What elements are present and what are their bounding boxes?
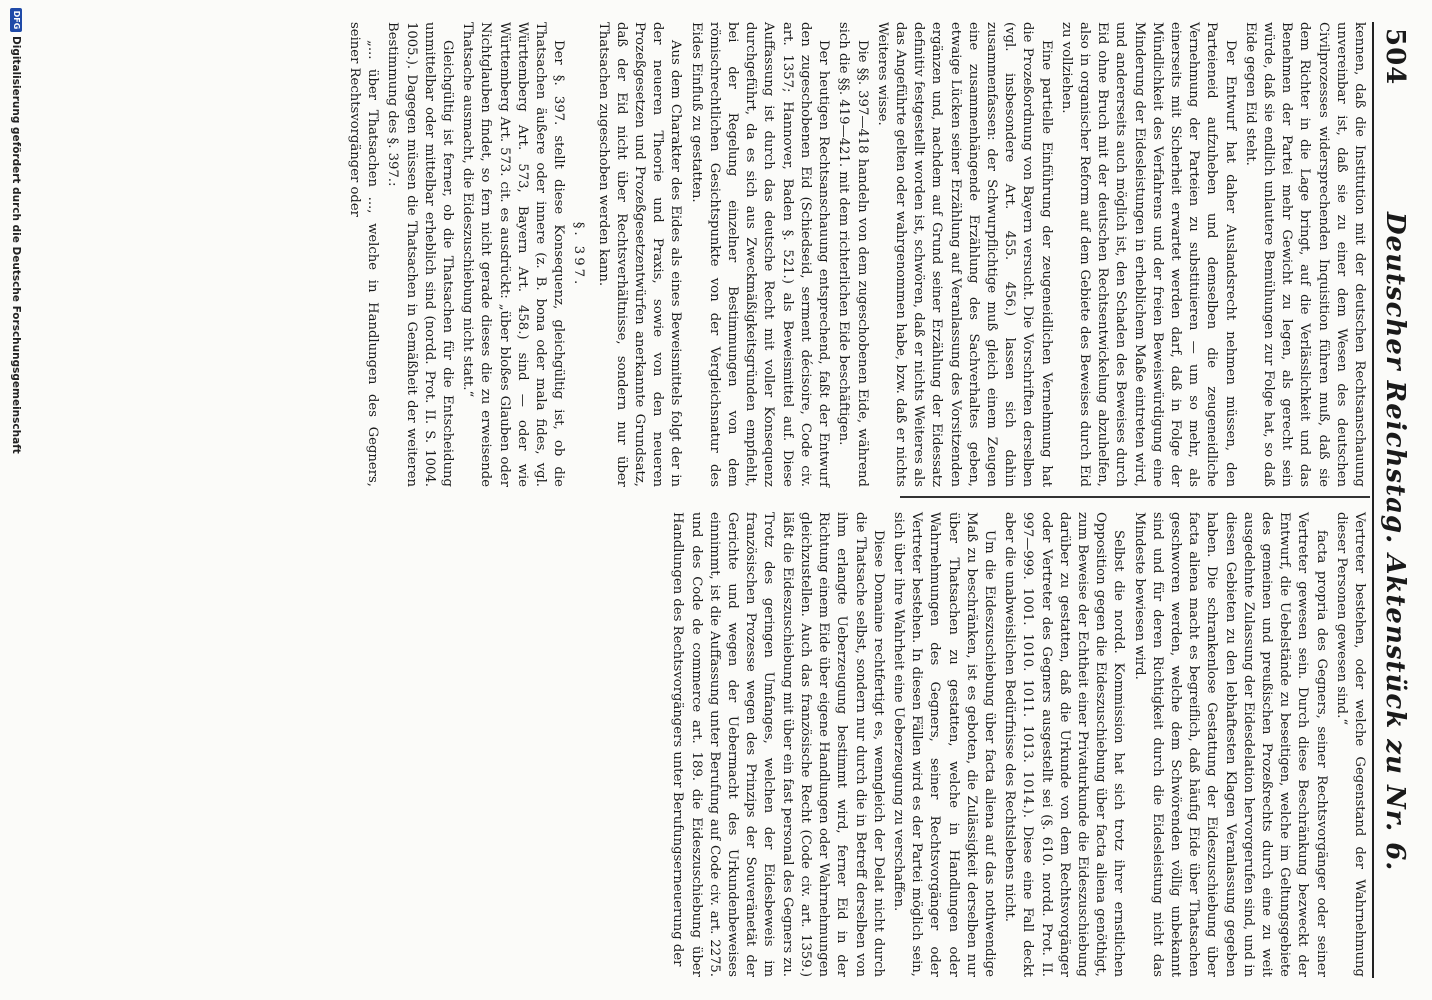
paragraph: facta propria des Gegners, seiner Rechtsvorgänger oder seiner Vertreter gewesen sein. Durch diese Beschränkung bezweckt der Entwurf, die Uebelstände zu beseitigen, welche im Geltungsgebiete des gemeinen und preußischen Prozeßrechts durch eine zu weit ausgedehnte Zulassung der Eidesdelation hervorgerufen sind, und in diesen Gebieten zu den lebhaftesten Klagen Veranlassung gegeben haben. Die schrankenlose Gestattung der Eideszuschiebung über facta aliena macht es begreiflich, daß häufig Eide über Thatsachen geschworen werden, welche dem Schwörenden völlig unbekannt sind und für deren Richtigkeit durch die Eidesleistung nicht das Mindeste bewiesen wird. (1131, 512, 1329, 977)
section-heading: §. 397. (571, 221, 587, 288)
paragraph: Die §§. 397—418 handeln von dem zugeschobenen Eide, während sich die §§. 419—421. mit dem richterlichen Eide beschäftigen. (836, 22, 870, 487)
paragraph: Aus dem Charakter des Eides als eines Beweismittels folgt der in der neueren Theorie und Praxis, sowie von den neueren Prozeßgesetzen und Prozeßgesetzentwürfen anerkannte Grundsatz, daß der Eid nicht über Rechtsverhältnisse, sondern nur über Thatsachen zugeschoben werden kann. (595, 22, 684, 487)
paragraph: Der Entwurf hat daher Auslandsrecht nehmen müssen, den Parteieneid aufzuheben und demselben die zeugeneidliche Vernehmung der Parteien zu substituieren — um so mehr, als einerseits mit Sicherheit erwartet werden darf, daß in Folge der Mündlichkeit des Verfahrens und der freien Beweiswürdigung eine Minderung der Eidesleistungen in erheblichem Maße eintreten wird, und andererseits auch möglich ist, den Schaden des Beweises durch Eid ohne Bruch mit der deutschen Rechtsentwickelung abzuhelfen, also in organischer Reform auf dem Gebiete des Beweises durch Eid zu vollziehen. (1058, 22, 1238, 487)
paragraph: Der §. 397. stellt diese Konsequenz, gleichgültig ist, ob die Thatsachen äußere oder innere (z. B. bona oder mala fides, vgl. Württemberg Art. 573, Bayern Art. 458.) sind — oder wie Württemberg Art. 573. cit. es ausdrückt: „über bloßes Glauben oder Nichtglauben findet, so fern nicht gerade dieses die zu erweisende Thatsache ausmacht, die Eideszuschiebung nicht statt.“ (460, 22, 567, 487)
paragraph: kennen, daß die Institution mit der deutschen Rechtsanschauung unvereinbar ist, daß sie zu einer dem Wesen des deutschen Civilprozesses widersprechenden Inquisition führen muß, daß sie dem Richter in die Lage bringt, auf die Verlässlichkeit und das Benehmen der Partei mehr Gewicht zu legen, als gerecht sein würde, daß sie endlich unlautere Bemühungen zur Folge hat, so daß Eide gegen Eid steht. (1242, 22, 1367, 487)
paragraph: Gleichgültig ist ferner, ob die Thatsachen für die Entscheidung unmittelbar oder mittelbar erheblich sind (nordd. Prot. II. S. 1004. 1005.). Dagegen müssen die Thatsachen in Gemäßheit der weiteren Bestimmung des §. 397.: (385, 22, 456, 487)
page-header (1372, 22, 1414, 978)
credit-text: Digitalisierung gefördert durch die Deutsche Forschungsgemeinschaft (10, 36, 22, 454)
dfg-logo-icon: DFG (10, 8, 22, 32)
running-title: Deutscher Reichstag. Aktenstück zu Nr. 6. (1380, 212, 1410, 872)
paragraph: Diese Domaine rechtfertigt es, wenngleich der Delat nicht durch die Thatsache selbst, sondern nur durch die in Betreff derselben von ihm erlangte Ueberzeugung bestimmt wird, ferner Eid in der Richtung einem Eide über eigene Handlungen oder Wahrnehmungen gleichzustellen. Auch das französische Recht (Code civ. art. 1359.) läßt die Eideszuschiebung mit über ein fast personal des Gegners zu. Trotz des geringen Umfanges, welchen der Eidesbeweis im französischen Prozesse wegen des Prinzips der Souveränetät der Gerichte und wegen der Uebermacht des Urkundenbeweises einnimmt, ist die Auffassung unter Berufung auf Code civ. art. 2275. und des Code de commerce art. 189. die Eideszuschiebung über Handlungen des Rechtsvorgängers unter Berufungserneuerung der (670, 512, 886, 977)
paragraph: Um die Eideszuschiebung über facta aliena auf das nothwendige Maß zu beschränken, ist es geboten, die Zulässigkeit derselben nur über Thatsachen zu gestatten, welche in Handlungen oder Wahrnehmungen des Gegners, seiner Rechtsvorgänger oder Vertreter bestehen. In diesen Fällen wird es der Partei möglich sein, sich über ihre Wahrheit eine Ueberzeugung zu verschaffen. (890, 512, 997, 977)
paragraph: Der heutigen Rechtsanschauung entsprechend, faßt der Entwurf den zugeschobenen Eid (Schiedseid, serment décisoire, Code civ. art. 1357; Hannover, Baden §. 521.) als Beweismittel auf. Diese Auffassung ist durch das deutsche Recht mit voller Konsequenz durchgeführt, da es sich aus Zweckmäßigkeitsgründen empfiehlt, bei der Regelung einzelner Bestimmungen von dem römischrechtlichen Gesichtspunkte von der Vergleichsnatur des Eides Einfluß zu gestatten. (688, 22, 832, 487)
paragraph: Selbst die nordd. Kommission hat sich trotz ihrer ernstlichen Opposition gegen die Eideszuschiebung über facta aliena genöthigt, zum Beweise der Echtheit einer Privaturkunde die Eideszuschiebung darüber zu gestatten, daß die Urkunde von dem Rechtsvorgänger oder Vertreter des Gegners ausgestellt sei (§. 610. nordd. Prot. II. 997—999. 1001. 1010. 1011. 1013. 1014.). Diese eine Fall deckt aber die unabweislichen Bedürfnisse des Rechtslebens nicht. (1002, 512, 1127, 977)
digitization-credit (2, 0, 22, 1000)
paragraph: „... über Thatsachen ..., welche in Handlungen des Gegners, seiner Rechtsvorgänger oder (347, 22, 381, 487)
left-column (347, 22, 1368, 487)
right-column (670, 512, 1368, 977)
blank-page-area (42, 22, 802, 978)
page-number: 504 (1380, 28, 1410, 86)
column-divider (900, 496, 1370, 498)
paragraph: Eine partielle Einführung der zeugeneidlichen Vernehmung hat die Prozeßordnung von Bayern versucht. Die Vorschriften derselben (vgl. insbesondere Art. 455. 456.) lassen sich dahin zusammenfassen: der Schwurpflichtige muß gleich einem Zeugen eine zusammenhängende Erzählung des Sachverhaltes geben, etwaige Lücken seiner Erzählung auf Veranlassung des Vorsitzenden ergänzen und, nachdem auf Grund seiner Erzählung der Eidessatz definitiv festgestellt worden ist, schwören, daß er nichts Weiteres als das Angeführte gelten oder wahrgenommen habe, bzw. daß er nichts Weiteres wisse. (874, 22, 1054, 487)
paragraph: Vertreter bestehen, oder welche Gegenstand der Wahrnehmung dieser Personen gewesen sind.“ (1333, 512, 1367, 977)
